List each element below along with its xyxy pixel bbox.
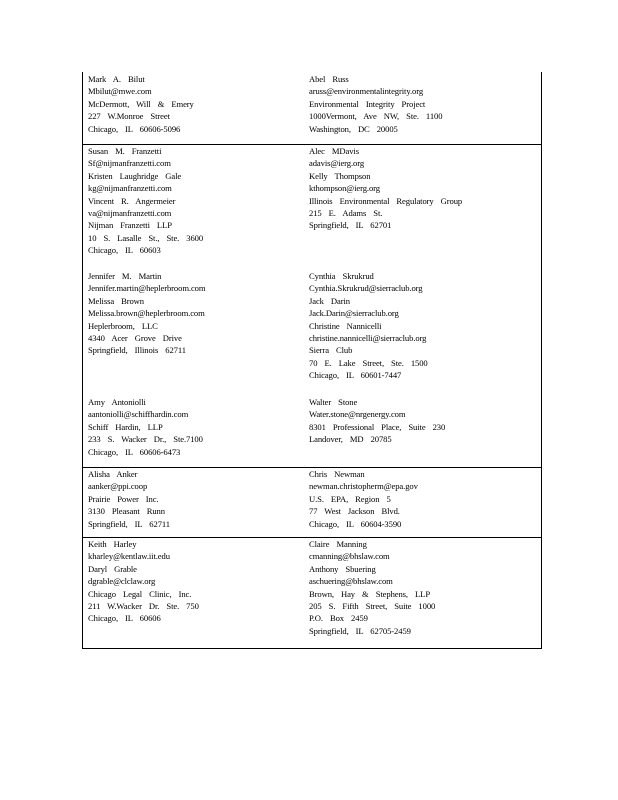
contact-line: Springfield, Illinois 62711 (88, 345, 186, 356)
contact-line: Chicago, IL 60606-6473 (88, 446, 181, 457)
contact-line: McDermott, Will & Emery (88, 98, 194, 109)
contact-block (88, 73, 298, 135)
contact-line: 3130 Pleasant Runn (88, 506, 165, 517)
contact-line: Jennifer M. Martin (88, 271, 162, 281)
contact-line: kharley@kentlaw.iit.edu (88, 551, 170, 562)
contact-line: Mark A. Bilut (88, 74, 145, 84)
contact-line: aschuering@bhslaw.com (309, 576, 393, 587)
contact-line: adavis@ierg.org (309, 158, 365, 169)
contact-line: Chicago Legal Clinic, Inc. (88, 588, 192, 599)
contact-line: aruss@environmentalintegrity.org (309, 86, 424, 97)
contact-line: va@nijmanfranzetti.com (88, 207, 172, 218)
contact-line: 205 S. Fifth Street, Suite 1000 (309, 600, 436, 611)
contact-line: Chicago, IL 60604-3590 (309, 518, 402, 529)
contact-line: Abel Russ (309, 74, 349, 84)
contact-line: Keith Harley (88, 539, 137, 549)
table-row (83, 72, 541, 144)
contact-line: newman.christopherm@epa.gov (309, 481, 418, 492)
contact-line: dgrable@clclaw.org (88, 576, 156, 587)
contact-line: aantoniolli@schiffhardin.com (88, 409, 189, 420)
contact-line: Kristen Laughridge Gale (88, 170, 182, 181)
contact-line: Chicago, IL 60601-7447 (309, 370, 402, 381)
contact-line: Prairie Power Inc. (88, 493, 159, 504)
contact-line: Alec MDavis (309, 146, 359, 156)
table-row (83, 467, 541, 537)
contact-line: 10 S. Lasalle St., Ste. 3600 (88, 232, 204, 243)
contact-line: Springfield, IL 62701 (309, 220, 392, 231)
contact-line: Landover, MD 20785 (309, 434, 392, 445)
contact-line: Christine Nannicelli (309, 320, 382, 331)
contact-block (309, 396, 539, 446)
contact-block (88, 145, 298, 257)
contact-line: christine.nannicelli@sierraclub.org (309, 332, 427, 343)
contact-line: 211 W.Wacker Dr. Ste. 750 (88, 600, 199, 611)
contact-line: Claire Manning (309, 539, 367, 549)
contact-line: Vincent R. Angermeier (88, 195, 176, 206)
contact-line: Jack.Darin@sierraclub.org (309, 308, 399, 319)
contact-line: 1000Vermont, Ave NW, Ste. 1100 (309, 111, 443, 122)
contact-line: Walter Stone (309, 397, 358, 407)
contact-block (88, 468, 298, 530)
contact-line: Cynthia Skrukrud (309, 271, 374, 281)
contact-block (88, 538, 298, 625)
table-row (83, 537, 541, 649)
contact-line: kthompson@ierg.org (309, 183, 380, 194)
contact-line: Heplerbroom, LLC (88, 320, 158, 331)
contact-line: 70 E. Lake Street, Ste. 1500 (309, 357, 428, 368)
contact-block (309, 73, 539, 135)
contact-line: Melissa.brown@heplerbroom.com (88, 308, 205, 319)
contact-line: 77 West Jackson Blvd. (309, 506, 400, 517)
contact-line: Schiff Hardin, LLP (88, 421, 163, 432)
contact-line: Kelly Thompson (309, 170, 371, 181)
contact-line: Chicago, IL 60603 (88, 245, 161, 256)
contact-line: 215 E. Adams St. (309, 207, 383, 218)
contact-line: Springfield, IL 62705-2459 (309, 625, 411, 636)
contact-line: Nijman Franzetti LLP (88, 220, 172, 231)
contact-line: Jack Darin (309, 295, 350, 306)
contact-line: Amy Antoniolli (88, 397, 146, 407)
contact-line: kg@nijmanfranzetti.com (88, 183, 172, 194)
contact-line: aanker@ppi.coop (88, 481, 148, 492)
contact-line: 233 S. Wacker Dr., Ste.7100 (88, 434, 203, 445)
contact-block (309, 270, 539, 382)
contact-line: Anthony Sbuering (309, 563, 376, 574)
contact-line: 8301 Professional Place, Suite 230 (309, 421, 446, 432)
contact-line: Environmental Integrity Project (309, 98, 426, 109)
contact-line: Chicago, IL 60606 (88, 613, 161, 624)
contact-line: Washington, DC 20005 (309, 123, 398, 134)
contact-line: Daryl Grable (88, 563, 137, 574)
contact-block (309, 538, 539, 637)
contact-line: Alisha Anker (88, 469, 138, 479)
contact-line: Water.stone@nrgenergy.com (309, 409, 406, 420)
contact-line: Jennifer.martin@heplerbroom.com (88, 283, 206, 294)
contact-line: Chris Newman (309, 469, 365, 479)
contact-line: 4340 Acer Grove Drive (88, 332, 182, 343)
contact-line: Chicago, IL 60606-5096 (88, 123, 181, 134)
contact-line: Susan M. Franzetti (88, 146, 162, 156)
contact-line: 227 W.Monroe Street (88, 111, 170, 122)
service-list-table (82, 72, 542, 649)
contact-block (309, 145, 539, 232)
contact-line: Brown, Hay & Stephens, LLP (309, 588, 430, 599)
contact-line: Sierra Club (309, 345, 353, 356)
table-row (83, 144, 541, 467)
contact-line: U.S. EPA, Region 5 (309, 493, 391, 504)
contact-line: Springfield, IL 62711 (88, 518, 170, 529)
contact-line: Mbilut@mwe.com (88, 86, 152, 97)
contact-line: Melissa Brown (88, 295, 144, 306)
contact-line: Illinois Environmental Regulatory Group (309, 195, 463, 206)
contact-line: Sf@nijmanfranzetti.com (88, 158, 171, 169)
contact-block (309, 468, 539, 530)
contact-line: Cynthia.Skrukrud@sierraclub.org (309, 283, 423, 294)
contact-block (88, 396, 298, 458)
contact-block (88, 270, 298, 357)
contact-line: P.O. Box 2459 (309, 613, 368, 624)
contact-line: cmanning@bhslaw.com (309, 551, 390, 562)
